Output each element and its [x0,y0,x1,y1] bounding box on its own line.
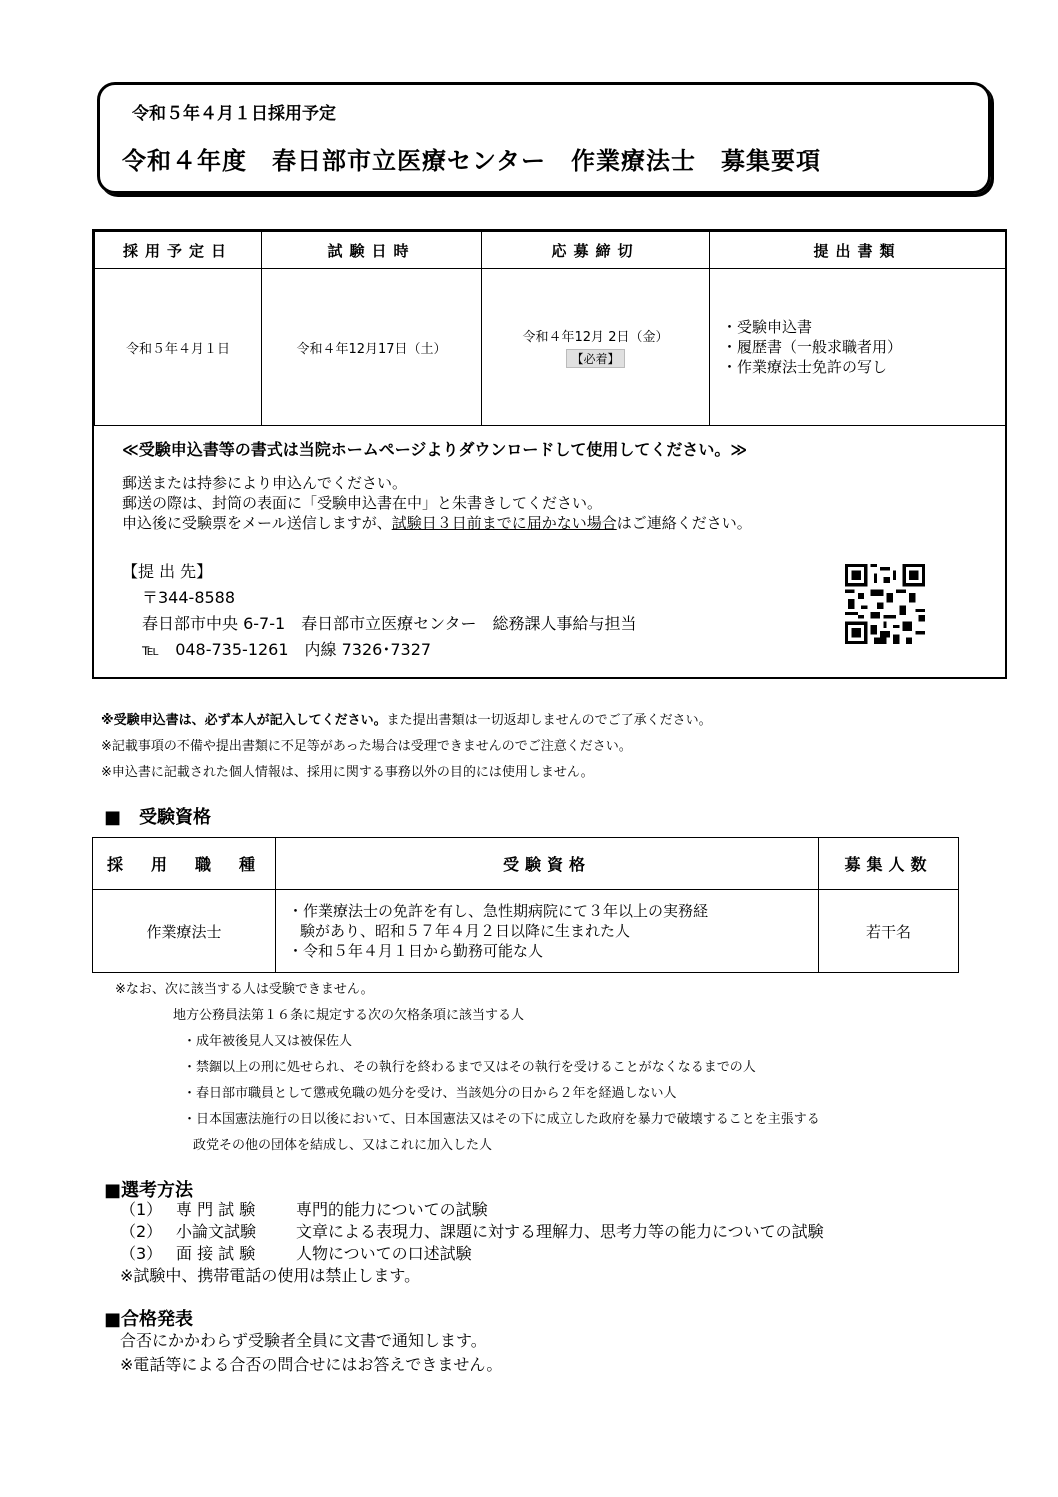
note-line [101,708,712,734]
method-row [120,1221,824,1243]
result-announcement [120,1329,502,1377]
instruction-line: 郵送または持参により申込んでください。 [122,474,408,492]
exclusion-item-cont: 政党その他の団体を結成し、又はこれに加入した人 [193,1138,493,1153]
header-job: 採 用 職 種 [93,838,276,890]
exclusion-item: ・禁錮以上の刑に処せられ、その執行を終わるまで又はその執行を受けることがなくなるまでの人 [183,1060,756,1075]
deadline-badge: 【必着】 [566,349,624,368]
method-name: 小論文試験 [176,1222,257,1241]
method-desc: 人物についての口述試験 [296,1244,472,1263]
address: 春日部市中央 6-7-1 春日部市立医療センター 総務課人事給与担当 [142,614,637,633]
result-title: ■合格発表 [104,1309,194,1330]
qr-code-icon [845,564,925,644]
recruit-count: 若干名 [819,890,959,973]
result-line: 合否にかかわらず受験者全員に文書で通知します。 [120,1331,487,1350]
exclusion-item: ・成年被後見人又は被保佐人 [183,1034,353,1049]
document-item: ・受験申込書 [722,318,813,336]
exclusion-list [115,977,820,1159]
method-no: （2） [120,1222,163,1241]
header-exam-date: 試験日時 [262,232,482,269]
postal-code: 〒344-8588 [142,588,236,607]
qualification-title: ■ 受験資格 [104,807,212,828]
note-bold: ※受験申込書は、必ず本人が記入してください。 [101,713,387,728]
method-desc: 専門的能力についての試験 [296,1200,488,1219]
hire-date: 令和５年４月１日 [95,269,262,426]
schedule-row [95,269,1006,426]
exclusion-item: ・日本国憲法施行の日以後において、日本国憲法又はその下に成立した政府を暴力で破壊することを主張する [183,1112,820,1127]
info-box [92,229,1007,679]
method-title: ■選考方法 [104,1180,194,1201]
method-name: 専 門 試 験 [176,1200,256,1219]
result-line: ※電話等による合否の問合せにはお答えできません。 [120,1355,503,1374]
note-line: ※申込書に記載された個人情報は、採用に関する事務以外の目的には使用しません。 [101,765,594,780]
exclusion-law: 地方公務員法第１６条に規定する次の欠格条項に該当する人 [173,1008,525,1023]
recruit-subtitle: 令和５年４月１日採用予定 [132,104,336,124]
method-row [120,1199,824,1221]
selection-methods [120,1199,824,1287]
qualification-row [93,890,959,973]
requirement: ・作業療法士の免許を有し、急性期病院にて３年以上の実務経 [288,902,709,920]
method-name: 面 接 試 験 [176,1244,256,1263]
exclusion-item: ・春日部市職員として懲戒免職の処分を受け、当該処分の日から２年を経過しない人 [183,1086,677,1101]
page-title: 令和４年度 春日部市立医療センター 作業療法士 募集要項 [122,147,822,175]
note-line: ※記載事項の不備や提出書類に不足等があった場合は受理できませんのでご注意ください。 [101,739,632,754]
method-note: ※試験中、携帯電話の使用は禁止します。 [120,1266,421,1285]
method-row [120,1243,824,1265]
phone: ℡ 048-735-1261 内線 7326･7327 [142,640,432,659]
instruction-text: はご連絡ください。 [616,514,752,532]
requirement-cont: 験があり、昭和５７年４月２日以降に生まれた人 [300,922,631,940]
qualification-header-row [93,838,959,890]
header-documents: 提出書類 [710,232,1006,269]
document-item: ・作業療法士免許の写し [722,358,888,376]
job-type: 作業療法士 [93,890,276,973]
deadline-date: 令和４年12月 2日（金） [522,330,669,345]
header-requirements: 受験資格 [276,838,819,890]
requirements-cell [276,890,819,973]
submission-heading: 【提 出 先】 [122,562,213,581]
application-instructions [122,473,752,533]
qualification-table [92,837,959,973]
deadline-cell [482,269,710,426]
requirement: ・令和５年４月１日から勤務可能な人 [288,942,544,960]
schedule-table [94,231,1006,426]
underlined-text: 試験日３日前までに届かない場合 [391,514,617,532]
method-desc: 文章による表現力、課題に対する理解力、思考力等の能力についての試験 [296,1222,824,1241]
exam-date: 令和４年12月17日（土） [262,269,482,426]
download-notice: ≪受験申込書等の書式は当院ホームページよりダウンロードして使用してください。≫ [122,440,748,459]
note-text: また提出書類は一切返却しませんのでご了承ください。 [386,713,712,728]
submission-address [122,559,637,663]
header-deadline: 応募締切 [482,232,710,269]
header-hire-date: 採用予定日 [95,232,262,269]
notes [101,708,712,786]
documents-cell [710,269,1006,426]
method-no: （1） [120,1200,163,1219]
instruction-line: 郵送の際は、封筒の表面に「受験申込書在中」と朱書きしてください。 [122,494,603,512]
instruction-line [122,513,752,533]
document-item: ・履歴書（一般求職者用） [722,338,903,356]
method-no: （3） [120,1244,163,1263]
title-box [97,82,991,194]
header-count: 募集人数 [819,838,959,890]
exclusion-intro: ※なお、次に該当する人は受験できません。 [115,982,374,997]
instruction-text: 申込後に受験票をメール送信しますが、 [122,514,392,532]
schedule-header-row [95,232,1006,269]
